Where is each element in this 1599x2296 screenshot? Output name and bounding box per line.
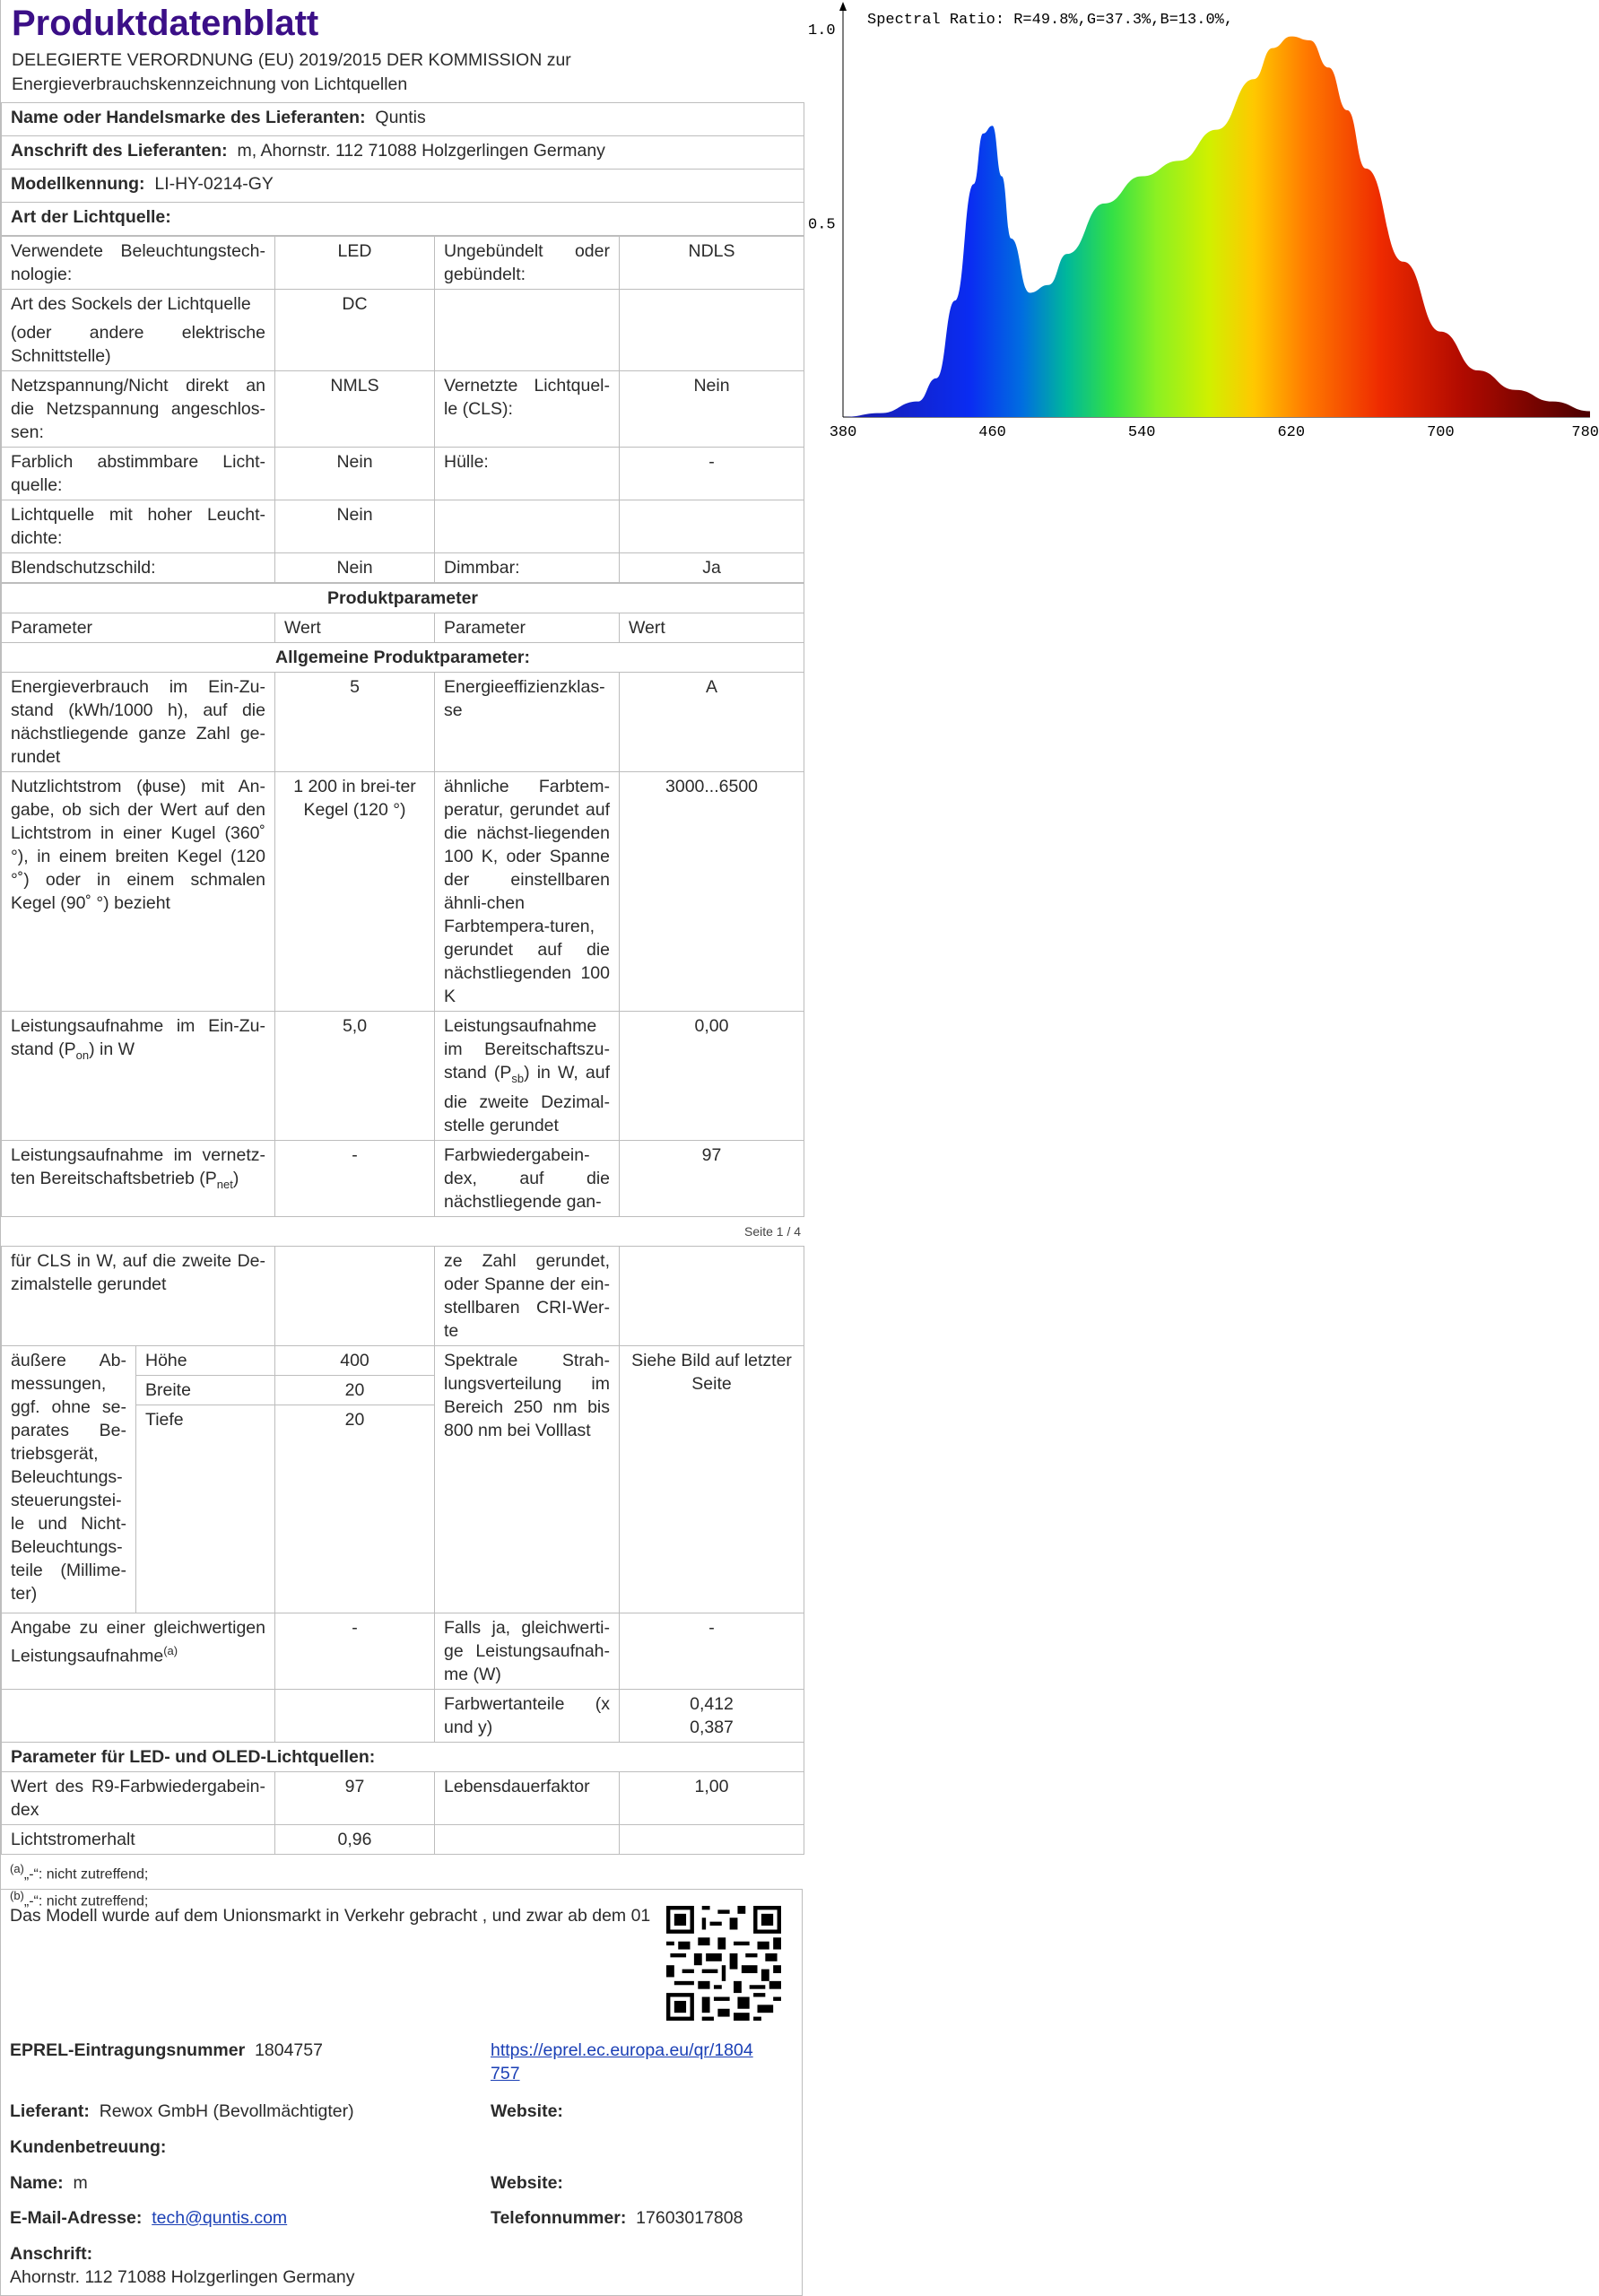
value-envelope: -: [620, 448, 804, 500]
regulation-text: DELEGIERTE VERORDNUNG (EU) 2019/2015 DER KOMMISSION zur Energieverbrauchskennzeichnung von Lichtquellen: [12, 50, 571, 94]
label-equivalent-power: Angabe zu einer gleichwertigen Leistungsaufnahme$^{(a)}$: [2, 1613, 275, 1689]
label-equivalent-power-w: Falls ja, gleichwerti-ge Leistungsaufnah-me (W): [435, 1613, 620, 1689]
value-width: 20: [275, 1375, 435, 1405]
value-r9: 97: [275, 1771, 435, 1824]
supplier-name-cell: Name oder Handelsmarke des Lieferanten: Quntis: [2, 103, 804, 136]
label-mains: Netzspannung/Nicht direkt an die Netzspannung angeschlos-sen:: [2, 371, 275, 448]
value-networked-standby: -: [275, 1140, 435, 1216]
website-label-2: Website:: [491, 2173, 563, 2193]
label-survival-factor: Lebensdauerfaktor: [435, 1771, 620, 1824]
x-tick-label: 700: [1427, 424, 1455, 441]
lightsource-type-cell: Art der Lichtquelle:: [2, 203, 804, 236]
y-axis-arrow: [839, 2, 847, 11]
value-high-luminance: Nein: [275, 500, 435, 553]
label-socket: Art des Sockels der Lichtquelle (oder andere elektrische Schnittstelle): [2, 290, 275, 371]
label-efficiency-class: Energieeffizienzklas-se: [435, 673, 620, 772]
footnote-a: $^{(a)}$„-“: nicht zutreffend;: [10, 1861, 149, 1883]
value-dimmable: Ja: [620, 553, 804, 583]
label-standby-power: Leistungsaufnahme im Bereitschaftszu-stand $(P_{sb})$ in W, auf die zweite Dezimal-stelle gerundet: [435, 1012, 620, 1141]
lightsource-table: [1, 236, 804, 583]
empty-cell: [620, 500, 804, 553]
eprel-link[interactable]: https://eprel.ec.europa.eu/qr/1804757: [491, 2040, 753, 2083]
value-mains: NMLS: [275, 371, 435, 448]
value-tunable: Nein: [275, 448, 435, 500]
label-r9: Wert des R9-Farbwiedergabein-dex: [2, 1771, 275, 1824]
address-value: Ahornstr. 112 71088 Holzgerlingen Germany: [10, 2267, 355, 2287]
col-header-parameter: Parameter: [435, 613, 620, 643]
model-id-cell: Modellkennung: LI-HY-0214-GY: [2, 170, 804, 203]
supplier-line: Lieferant: Rewox GmbH (Bevollmächtigter): [10, 2101, 354, 2121]
label-chromaticity: Farbwertanteile (x und y): [435, 1689, 620, 1742]
value-survival-factor: 1,00: [620, 1771, 804, 1824]
value-depth: 20: [275, 1405, 435, 1613]
value-standby-power: 0,00: [620, 1012, 804, 1141]
label-on-mode-power: Leistungsaufnahme im Ein-Zu-stand $(P_{on})$ in W: [2, 1012, 275, 1141]
page-break: [1, 1217, 804, 1246]
col-header-value: Wert: [275, 613, 435, 643]
y-tick-label: 1.0: [808, 22, 836, 39]
empty-cell: [435, 1824, 620, 1854]
product-parameters-table: [1, 583, 804, 1217]
address-label: Anschrift:: [10, 2244, 93, 2264]
value-spectral-distribution: Siehe Bild auf letzter Seite: [620, 1345, 804, 1613]
footer-info-box: [0, 1889, 803, 2296]
value-on-mode-power: 5,0: [275, 1012, 435, 1141]
value-chromaticity: 0,412 0,387: [620, 1689, 804, 1742]
x-tick-label: 540: [1127, 424, 1156, 441]
supplier-table: [1, 102, 804, 236]
x-tick-label: 380: [829, 424, 857, 441]
section-title-parameters: Produktparameter: [2, 584, 804, 613]
y-tick-label: 0.5: [808, 216, 836, 234]
label-networked-standby: Leistungsaufnahme im vernetz-ten Bereitschaftsbetrieb $(P_{net})$: [2, 1140, 275, 1216]
website-label: Website:: [491, 2101, 563, 2121]
page-title: Produktdatenblatt: [12, 4, 319, 43]
x-tick-label: 780: [1571, 424, 1599, 441]
label-technology: Verwendete Beleuchtungstech-nologie:: [2, 237, 275, 290]
value-cri: 97: [620, 1140, 804, 1216]
spectrum-area: [843, 37, 1590, 417]
value-efficiency-class: A: [620, 673, 804, 772]
label-height: Höhe: [136, 1345, 275, 1375]
chart-title: Spectral Ratio: R=49.8%,G=37.3%,B=13.0%,: [867, 12, 1234, 29]
section-title-led: Parameter für LED- und OLED-Lichtquellen:: [2, 1742, 804, 1771]
empty-cell: [620, 290, 804, 371]
value-technology: LED: [275, 237, 435, 290]
datasheet: [0, 0, 804, 1913]
label-spectral-distribution: Spektrale Strah-lungsverteilung im Bereich 250 nm bis 800 nm bei Volllast: [435, 1345, 620, 1613]
contact-email: E-Mail-Adresse: tech@quntis.com: [10, 2208, 288, 2228]
x-tick-label: 460: [978, 424, 1006, 441]
empty-cell: [275, 1689, 435, 1742]
section-title-general: Allgemeine Produktparameter:: [2, 643, 804, 673]
empty-cell: [275, 1246, 435, 1345]
value-directional: NDLS: [620, 237, 804, 290]
label-cri: Farbwiedergabein-dex, auf die nächstliegende gan-: [435, 1140, 620, 1216]
footnote-b: $^{(b)}$„-“: nicht zutreffend;: [10, 1889, 149, 1909]
col-header-value: Wert: [620, 613, 804, 643]
label-cri-continued: ze Zahl gerundet, oder Spanne der ein-stellbaren CRI-Wer-te: [435, 1246, 620, 1345]
label-networked-standby-continued: für CLS in W, auf die zweite De-zimalstelle gerundet: [2, 1246, 275, 1345]
contact-phone: Telefonnummer: 17603017808: [491, 2208, 743, 2228]
qr-code-icon: [666, 1906, 781, 2021]
value-cls: Nein: [620, 371, 804, 448]
label-high-luminance: Lichtquelle mit hoher Leucht-dichte:: [2, 500, 275, 553]
label-cct: ähnliche Farbtem-peratur, gerundet auf die nächst-liegenden 100 K, oder Spanne der einstellbaren ähnli-chen Farbtempera-turen, gerundet auf die nächstliegenden 100 K: [435, 772, 620, 1012]
label-tunable: Farblich abstimmbare Licht-quelle:: [2, 448, 275, 500]
value-anti-glare: Nein: [275, 553, 435, 583]
label-lumen-maintenance: Lichtstromerhalt: [2, 1824, 275, 1854]
label-envelope: Hülle:: [435, 448, 620, 500]
label-dimensions: äußere Ab-messungen, ggf. ohne se-parates Be-triebsgerät, Beleuchtungs-steuerungstei-le und Nicht-Beleuchtungs-teile (Millime-ter): [2, 1345, 136, 1613]
empty-cell: [2, 1689, 275, 1742]
label-directional: Ungebündelt oder gebündelt:: [435, 237, 620, 290]
label-luminous-flux: Nutzlichtstrom (ϕuse) mit An-gabe, ob sich der Wert auf den Lichtstrom in einer Kugel (360˚ °), in einem breiten Kegel (120 °˚) oder in einem schmalen Kegel (90˚ °) bezieht: [2, 772, 275, 1012]
page-number: Seite 1 / 4: [744, 1224, 802, 1239]
value-luminous-flux: 1 200 in brei-ter Kegel (120 °): [275, 772, 435, 1012]
spectrum-chart: [803, 0, 1599, 448]
x-tick-label: 620: [1277, 424, 1306, 441]
empty-cell: [435, 290, 620, 371]
value-equivalent-power-w: -: [620, 1613, 804, 1689]
col-header-parameter: Parameter: [2, 613, 275, 643]
empty-cell: [435, 500, 620, 553]
value-lumen-maintenance: 0,96: [275, 1824, 435, 1854]
label-energy-consumption: Energieverbrauch im Ein-Zu-stand (kWh/1000 h), auf die nächstliegende ganze Zahl ge-rundet: [2, 673, 275, 772]
label-width: Breite: [136, 1375, 275, 1405]
empty-cell: [620, 1246, 804, 1345]
label-cls: Vernetzte Lichtquel-le (CLS):: [435, 371, 620, 448]
eprel-number: EPREL-Eintragungsnummer 1804757: [10, 2040, 323, 2060]
label-dimmable: Dimmbar:: [435, 553, 620, 583]
empty-cell: [620, 1824, 804, 1854]
value-height: 400: [275, 1345, 435, 1375]
email-link[interactable]: tech@quntis.com: [152, 2208, 288, 2228]
label-depth: Tiefe: [136, 1405, 275, 1613]
product-parameters-table-continued: [1, 1246, 804, 1855]
contact-name: Name: m: [10, 2173, 88, 2193]
supplier-address-cell: Anschrift des Lieferanten: m, Ahornstr. 112 71088 Holzgerlingen Germany: [2, 136, 804, 170]
value-equivalent-power: -: [275, 1613, 435, 1689]
market-text: Das Modell wurde auf dem Unionsmarkt in Verkehr gebracht , und zwar ab dem 01: [10, 1906, 651, 1926]
customer-service-label: Kundenbetreuung:: [10, 2137, 167, 2157]
value-cct: 3000...6500: [620, 772, 804, 1012]
label-anti-glare: Blendschutzschild:: [2, 553, 275, 583]
value-socket: DC: [275, 290, 435, 371]
value-energy-consumption: 5: [275, 673, 435, 772]
